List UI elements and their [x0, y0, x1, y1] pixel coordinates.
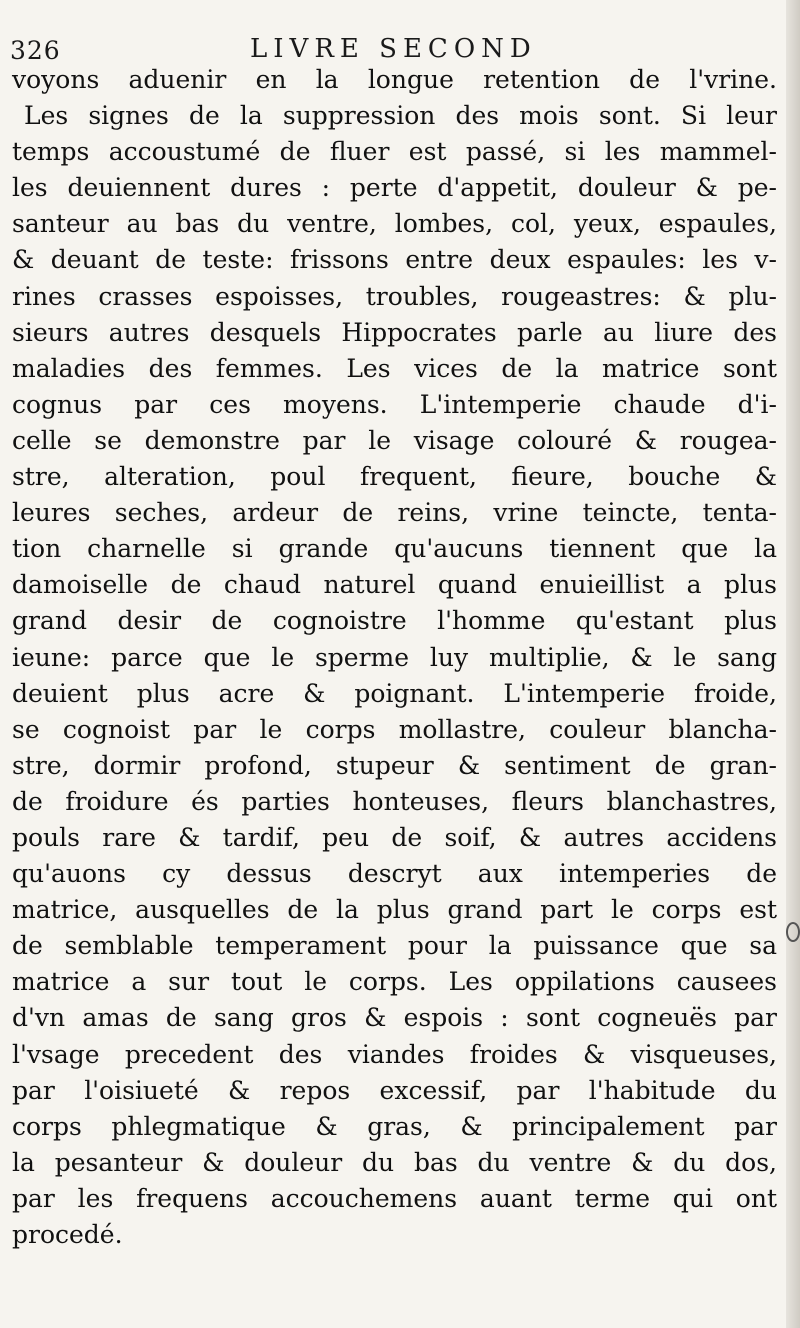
- text-line: & deuant de teste: frissons entre deux espaules: les v-: [12, 245, 777, 275]
- page-number: 326: [10, 36, 61, 65]
- text-line: par l'oisiueté & repos excessif, par l'habitude du: [12, 1075, 777, 1105]
- text-line: voyons aduenir en la longue retention de l'vrine.: [12, 65, 777, 94]
- text-line: Les signes de la suppression des mois sont. Si leur: [24, 101, 777, 131]
- text-line: la pesanteur & douleur du bas du ventre & du dos,: [12, 1147, 777, 1177]
- text-line: procedé.: [12, 1220, 123, 1249]
- text-line: rines crasses espoisses, troubles, rougeastres: & plu-: [12, 281, 777, 311]
- binding-hole-mark: [786, 922, 800, 942]
- text-line: de froidure és parties honteuses, fleurs blanchastres,: [12, 786, 777, 816]
- text-line: pouls rare & tardif, peu de soif, & autres accidens: [12, 822, 777, 852]
- text-line: l'vsage precedent des viandes froides & visqueuses,: [12, 1039, 777, 1069]
- text-line: stre, dormir profond, stupeur & sentiment de gran-: [12, 750, 777, 780]
- text-line: d'vn amas de sang gros & espois : sont cogneuës par: [12, 1003, 777, 1033]
- text-line: qu'auons cy dessus descryt aux intemperies de: [12, 859, 777, 889]
- text-line: damoiselle de chaud naturel quand enuieillist a plus: [12, 570, 777, 600]
- running-head: LIVRE SECOND: [250, 34, 537, 64]
- text-line: ieune: parce que le sperme luy multiplie, & le sang: [12, 642, 777, 672]
- text-line: par les frequens accouchemens auant terme qui ont: [12, 1183, 777, 1213]
- text-line: stre, alteration, poul frequent, fieure, bouche &: [12, 462, 777, 492]
- text-line: cognus par ces moyens. L'intemperie chaude d'i-: [12, 389, 777, 419]
- text-line: grand desir de cognoistre l'homme qu'estant plus: [12, 606, 777, 636]
- text-line: leures seches, ardeur de reins, vrine teincte, tenta-: [12, 498, 777, 528]
- text-line: temps accoustumé de fluer est passé, si les mammel-: [12, 137, 777, 167]
- text-line: de semblable temperament pour la puissance que sa: [12, 931, 777, 961]
- text-line: matrice, ausquelles de la plus grand part le corps est: [12, 895, 777, 925]
- page-edge-shadow: [786, 0, 800, 1328]
- text-line: matrice a sur tout le corps. Les oppilations causees: [12, 967, 777, 997]
- text-line: celle se demonstre par le visage colouré & rougea-: [12, 425, 777, 455]
- text-line: corps phlegmatique & gras, & principalement par: [12, 1111, 777, 1141]
- text-line: sieurs autres desquels Hippocrates parle au liure des: [12, 317, 777, 347]
- body-text: [12, 62, 777, 1253]
- text-line: tion charnelle si grande qu'aucuns tiennent que la: [12, 534, 777, 564]
- text-line: maladies des femmes. Les vices de la matrice sont: [12, 353, 777, 383]
- text-line: se cognoist par le corps mollastre, couleur blancha-: [12, 714, 777, 744]
- text-line: deuient plus acre & poignant. L'intemperie froide,: [12, 678, 777, 708]
- text-line: les deuiennent dures : perte d'appetit, douleur & pe-: [12, 173, 777, 203]
- text-line: santeur au bas du ventre, lombes, col, yeux, espaules,: [12, 209, 777, 239]
